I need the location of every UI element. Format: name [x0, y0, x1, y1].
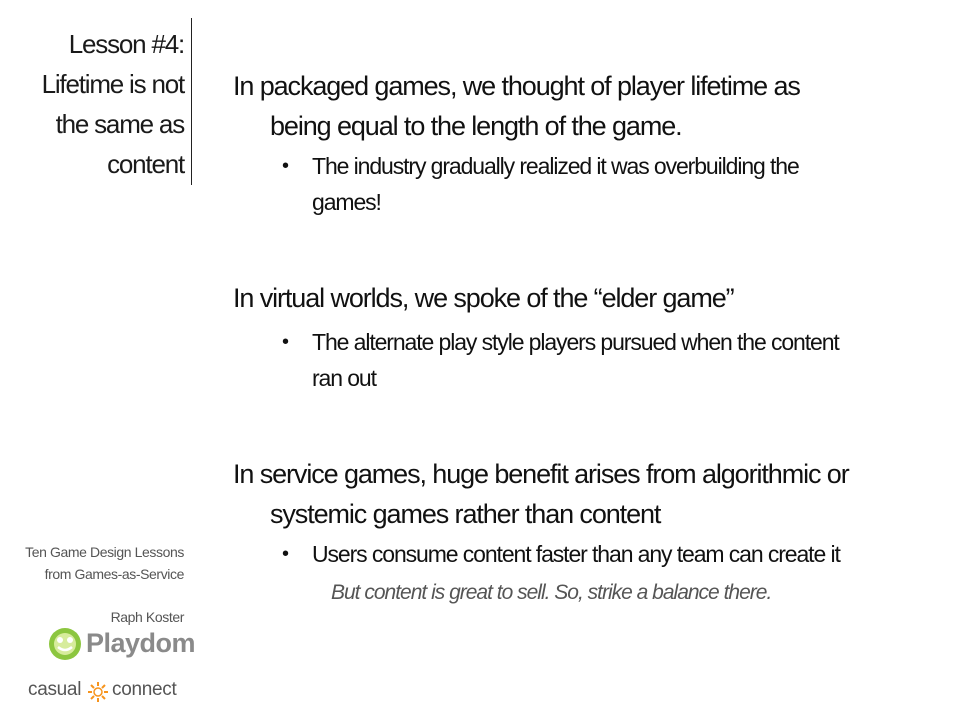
sun-icon: [87, 681, 109, 703]
sub-bullet-text: games!: [312, 189, 381, 215]
sub-bullet-text: The industry gradually realized it was overbuilding the: [312, 153, 799, 179]
bullet-dot-icon: •: [282, 331, 288, 353]
italic-note: But content is great to sell. So, strike a balance there.: [331, 581, 772, 604]
bullet-dot-icon: •: [282, 155, 288, 177]
connect-wordmark: connect: [112, 679, 177, 700]
presentation-caption: [25, 541, 184, 585]
heading-text: In packaged games, we thought of player lifetime as: [233, 71, 800, 101]
playdom-logo: [48, 627, 196, 663]
heading-text: In virtual worlds, we spoke of the “elder game”: [233, 283, 734, 313]
title-divider: [191, 18, 192, 185]
section-heading: [233, 454, 933, 534]
casual-connect-logo: [28, 676, 188, 706]
heading-text: being equal to the length of the game.: [270, 111, 682, 141]
lesson-title-line: the same as: [55, 109, 184, 139]
lesson-title: [42, 24, 184, 184]
heading-text: In service games, huge benefit arises from algorithmic or: [233, 459, 849, 489]
casual-wordmark: casual: [28, 679, 82, 700]
lesson-title-line: Lesson #4:: [68, 29, 184, 59]
lesson-title-line: content: [107, 149, 184, 179]
playdom-wordmark: Playdom: [86, 628, 196, 658]
section-heading: [233, 278, 933, 318]
sub-bullet-text: ran out: [312, 365, 376, 391]
playdom-emblem-icon: [48, 627, 82, 661]
caption-line: from Games-as-Service: [44, 566, 184, 582]
bullet-dot-icon: •: [282, 543, 288, 565]
sub-bullet-text: The alternate play style players pursued when the content: [312, 329, 839, 355]
slide-content: [233, 66, 933, 608]
caption-line: Ten Game Design Lessons: [25, 544, 184, 560]
sub-bullet-text: Users consume content faster than any team can create it: [312, 541, 840, 567]
lesson-title-line: Lifetime is not: [41, 69, 184, 99]
sub-bullet: [233, 324, 933, 396]
sub-bullet: [233, 148, 933, 220]
section-heading: [233, 66, 933, 146]
author-name: Raph Koster: [110, 609, 184, 625]
heading-text: systemic games rather than content: [270, 499, 661, 529]
sub-bullet: [233, 536, 933, 572]
